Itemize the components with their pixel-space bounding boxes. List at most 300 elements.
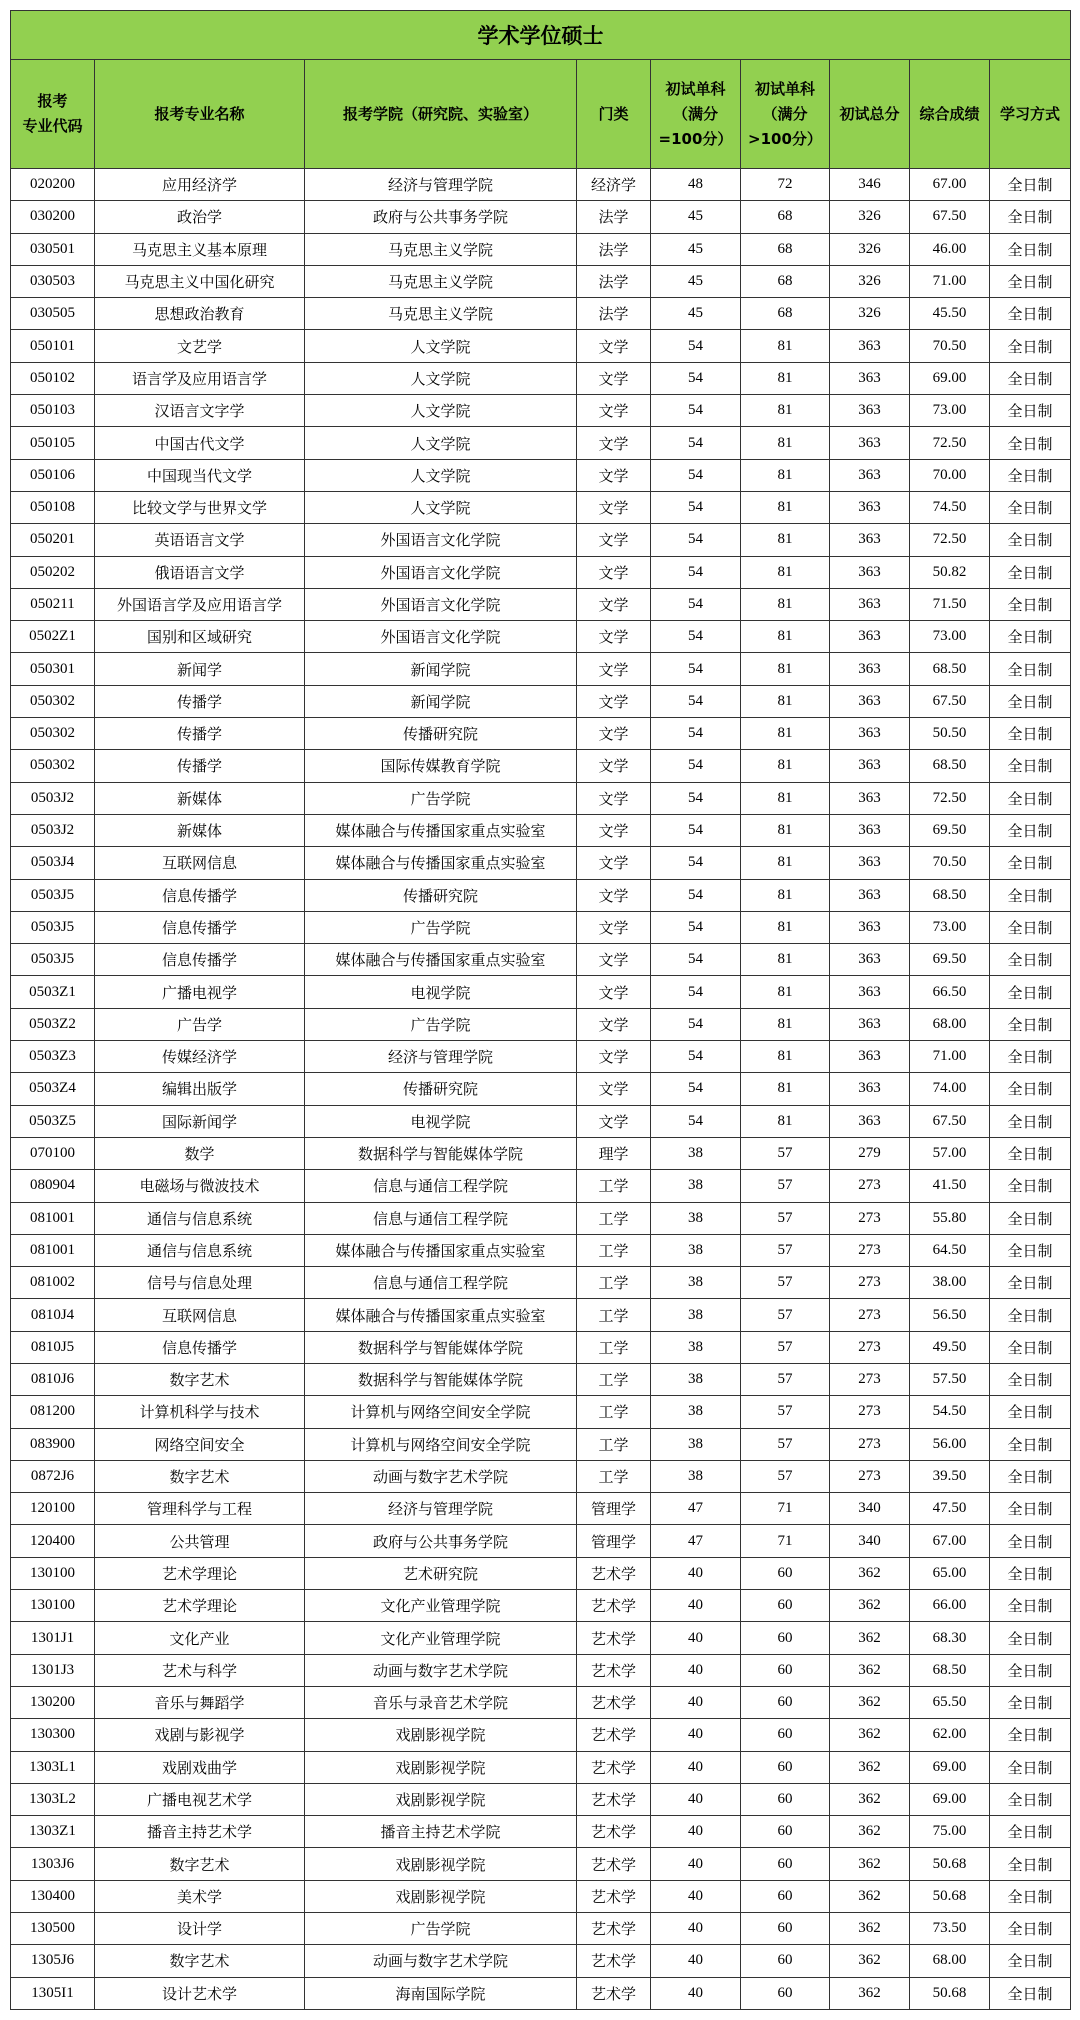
header-line: 初试单科 <box>754 79 815 98</box>
cell-single-100: 40 <box>651 1783 741 1815</box>
cell-major: 网络空间安全 <box>95 1428 305 1460</box>
cell-composite: 68.00 <box>910 1945 990 1977</box>
cell-code: 1303J6 <box>11 1848 95 1880</box>
cell-composite: 71.00 <box>910 265 990 297</box>
cell-category: 法学 <box>577 233 651 265</box>
cell-mode: 全日制 <box>990 653 1071 685</box>
cell-school: 文化产业管理学院 <box>305 1590 577 1622</box>
cell-composite: 57.00 <box>910 1137 990 1169</box>
cell-category: 艺术学 <box>577 1945 651 1977</box>
table-row <box>11 1008 1071 1040</box>
table-row <box>11 427 1071 459</box>
cell-major: 数字艺术 <box>95 1848 305 1880</box>
cell-code: 050101 <box>11 330 95 362</box>
cell-single-100: 40 <box>651 1945 741 1977</box>
cell-mode: 全日制 <box>990 1008 1071 1040</box>
cell-total: 273 <box>830 1363 910 1395</box>
cell-mode: 全日制 <box>990 1880 1071 1912</box>
cell-total: 273 <box>830 1428 910 1460</box>
cell-school: 经济与管理学院 <box>305 169 577 201</box>
cell-composite: 71.00 <box>910 1041 990 1073</box>
header-code <box>11 60 95 169</box>
table-row <box>11 330 1071 362</box>
cell-composite: 68.50 <box>910 750 990 782</box>
cell-school: 戏剧影视学院 <box>305 1880 577 1912</box>
cell-single-100: 40 <box>651 1751 741 1783</box>
cell-single-over100: 81 <box>741 330 830 362</box>
cell-single-100: 47 <box>651 1493 741 1525</box>
cell-mode: 全日制 <box>990 847 1071 879</box>
cell-single-over100: 57 <box>741 1170 830 1202</box>
cell-single-100: 54 <box>651 1073 741 1105</box>
cell-total: 363 <box>830 1073 910 1105</box>
cell-single-over100: 60 <box>741 1751 830 1783</box>
cell-total: 363 <box>830 556 910 588</box>
cell-school: 电视学院 <box>305 976 577 1008</box>
cell-code: 0810J5 <box>11 1331 95 1363</box>
cell-single-over100: 81 <box>741 588 830 620</box>
cell-mode: 全日制 <box>990 1719 1071 1751</box>
cell-total: 363 <box>830 588 910 620</box>
cell-mode: 全日制 <box>990 524 1071 556</box>
cell-mode: 全日制 <box>990 459 1071 491</box>
cell-composite: 70.50 <box>910 330 990 362</box>
cell-mode: 全日制 <box>990 491 1071 523</box>
cell-school: 广告学院 <box>305 911 577 943</box>
cell-mode: 全日制 <box>990 1073 1071 1105</box>
cell-code: 1301J3 <box>11 1654 95 1686</box>
cell-major: 编辑出版学 <box>95 1073 305 1105</box>
cell-composite: 38.00 <box>910 1267 990 1299</box>
cell-mode: 全日制 <box>990 976 1071 1008</box>
cell-single-100: 54 <box>651 330 741 362</box>
cell-single-100: 40 <box>651 1622 741 1654</box>
cell-school: 播音主持艺术学院 <box>305 1816 577 1848</box>
cell-single-over100: 81 <box>741 653 830 685</box>
cell-total: 363 <box>830 395 910 427</box>
cell-composite: 68.00 <box>910 1008 990 1040</box>
cell-composite: 75.00 <box>910 1816 990 1848</box>
cell-single-100: 38 <box>651 1267 741 1299</box>
cell-category: 文学 <box>577 621 651 653</box>
table-row <box>11 879 1071 911</box>
cell-total: 363 <box>830 911 910 943</box>
cell-composite: 45.50 <box>910 298 990 330</box>
table-row <box>11 556 1071 588</box>
table-row <box>11 491 1071 523</box>
cell-school: 戏剧影视学院 <box>305 1848 577 1880</box>
cell-single-over100: 60 <box>741 1913 830 1945</box>
cell-single-100: 38 <box>651 1299 741 1331</box>
table-row <box>11 944 1071 976</box>
cell-category: 工学 <box>577 1170 651 1202</box>
cell-mode: 全日制 <box>990 395 1071 427</box>
cell-single-100: 40 <box>651 1848 741 1880</box>
cell-category: 文学 <box>577 976 651 1008</box>
cell-code: 130100 <box>11 1557 95 1589</box>
cell-mode: 全日制 <box>990 1945 1071 1977</box>
cell-category: 文学 <box>577 588 651 620</box>
cell-school: 人文学院 <box>305 427 577 459</box>
cell-school: 外国语言文化学院 <box>305 524 577 556</box>
cell-code: 130400 <box>11 1880 95 1912</box>
cell-category: 法学 <box>577 201 651 233</box>
cell-composite: 67.50 <box>910 1105 990 1137</box>
cell-mode: 全日制 <box>990 1041 1071 1073</box>
cell-mode: 全日制 <box>990 1299 1071 1331</box>
cell-composite: 65.50 <box>910 1686 990 1718</box>
cell-major: 电磁场与微波技术 <box>95 1170 305 1202</box>
table-row <box>11 169 1071 201</box>
cell-single-over100: 81 <box>741 1008 830 1040</box>
cell-code: 050302 <box>11 718 95 750</box>
header-row <box>11 60 1071 169</box>
cell-single-100: 54 <box>651 750 741 782</box>
cell-category: 文学 <box>577 685 651 717</box>
cell-school: 新闻学院 <box>305 653 577 685</box>
cell-single-100: 40 <box>651 1913 741 1945</box>
cell-mode: 全日制 <box>990 298 1071 330</box>
cell-code: 0502Z1 <box>11 621 95 653</box>
cell-total: 363 <box>830 1105 910 1137</box>
cell-single-over100: 60 <box>741 1654 830 1686</box>
header-composite <box>910 60 990 169</box>
cell-major: 思想政治教育 <box>95 298 305 330</box>
table-row <box>11 1525 1071 1557</box>
cell-single-100: 40 <box>651 1654 741 1686</box>
header-line: =100分） <box>658 129 733 148</box>
cell-school: 传播研究院 <box>305 1073 577 1105</box>
cell-single-over100: 57 <box>741 1234 830 1266</box>
cell-major: 政治学 <box>95 201 305 233</box>
cell-code: 1305I1 <box>11 1977 95 2009</box>
cell-total: 279 <box>830 1137 910 1169</box>
cell-single-over100: 81 <box>741 782 830 814</box>
cell-single-over100: 57 <box>741 1267 830 1299</box>
cell-total: 363 <box>830 1041 910 1073</box>
header-line: 初试总分 <box>839 104 900 123</box>
cell-single-100: 45 <box>651 201 741 233</box>
cell-total: 362 <box>830 1686 910 1718</box>
table-row <box>11 1719 1071 1751</box>
cell-total: 362 <box>830 1880 910 1912</box>
cell-single-100: 38 <box>651 1202 741 1234</box>
cell-category: 文学 <box>577 395 651 427</box>
table-row <box>11 1977 1071 2009</box>
cell-single-over100: 72 <box>741 169 830 201</box>
cell-category: 文学 <box>577 1073 651 1105</box>
cell-category: 文学 <box>577 524 651 556</box>
cell-single-100: 54 <box>651 653 741 685</box>
cell-single-over100: 68 <box>741 233 830 265</box>
cell-total: 362 <box>830 1913 910 1945</box>
cell-code: 130200 <box>11 1686 95 1718</box>
cell-code: 0503J4 <box>11 847 95 879</box>
cell-school: 国际传媒教育学院 <box>305 750 577 782</box>
cell-category: 工学 <box>577 1267 651 1299</box>
cell-mode: 全日制 <box>990 1234 1071 1266</box>
cell-single-over100: 57 <box>741 1137 830 1169</box>
cell-single-over100: 81 <box>741 362 830 394</box>
cell-single-100: 54 <box>651 911 741 943</box>
cell-category: 法学 <box>577 298 651 330</box>
cell-category: 文学 <box>577 330 651 362</box>
cell-mode: 全日制 <box>990 1590 1071 1622</box>
cell-major: 设计艺术学 <box>95 1977 305 2009</box>
table-row <box>11 298 1071 330</box>
cell-major: 国别和区域研究 <box>95 621 305 653</box>
cell-mode: 全日制 <box>990 1202 1071 1234</box>
table-row <box>11 1460 1071 1492</box>
cell-major: 艺术与科学 <box>95 1654 305 1686</box>
cell-composite: 74.50 <box>910 491 990 523</box>
cell-code: 0503J2 <box>11 814 95 846</box>
table-row <box>11 524 1071 556</box>
cell-single-100: 40 <box>651 1816 741 1848</box>
table-row <box>11 459 1071 491</box>
cell-category: 工学 <box>577 1202 651 1234</box>
header-total <box>830 60 910 169</box>
cell-major: 文化产业 <box>95 1622 305 1654</box>
cell-single-over100: 81 <box>741 685 830 717</box>
cell-total: 363 <box>830 718 910 750</box>
cell-code: 081001 <box>11 1202 95 1234</box>
cell-single-over100: 60 <box>741 1945 830 1977</box>
table-row <box>11 1202 1071 1234</box>
cell-category: 艺术学 <box>577 1751 651 1783</box>
cell-single-100: 54 <box>651 556 741 588</box>
cell-code: 050103 <box>11 395 95 427</box>
cell-code: 1303L1 <box>11 1751 95 1783</box>
cell-major: 信息传播学 <box>95 911 305 943</box>
table-row <box>11 1105 1071 1137</box>
cell-single-100: 54 <box>651 621 741 653</box>
cell-category: 艺术学 <box>577 1913 651 1945</box>
cell-school: 媒体融合与传播国家重点实验室 <box>305 944 577 976</box>
cell-major: 新闻学 <box>95 653 305 685</box>
cell-category: 文学 <box>577 782 651 814</box>
cell-major: 数字艺术 <box>95 1945 305 1977</box>
cell-code: 120100 <box>11 1493 95 1525</box>
cell-major: 马克思主义基本原理 <box>95 233 305 265</box>
cell-single-100: 38 <box>651 1234 741 1266</box>
cell-school: 广告学院 <box>305 782 577 814</box>
cell-composite: 47.50 <box>910 1493 990 1525</box>
cell-composite: 50.68 <box>910 1977 990 2009</box>
cell-major: 广播电视艺术学 <box>95 1783 305 1815</box>
cell-mode: 全日制 <box>990 1105 1071 1137</box>
cell-school: 数据科学与智能媒体学院 <box>305 1137 577 1169</box>
cell-total: 273 <box>830 1170 910 1202</box>
cell-school: 马克思主义学院 <box>305 298 577 330</box>
cell-code: 030505 <box>11 298 95 330</box>
cell-single-over100: 81 <box>741 911 830 943</box>
cell-total: 273 <box>830 1396 910 1428</box>
cell-category: 艺术学 <box>577 1880 651 1912</box>
cell-school: 海南国际学院 <box>305 1977 577 2009</box>
cell-school: 媒体融合与传播国家重点实验室 <box>305 847 577 879</box>
cell-code: 0810J4 <box>11 1299 95 1331</box>
cell-single-100: 38 <box>651 1428 741 1460</box>
cell-major: 数字艺术 <box>95 1363 305 1395</box>
table-row <box>11 1913 1071 1945</box>
cell-total: 363 <box>830 621 910 653</box>
cell-total: 326 <box>830 233 910 265</box>
cell-mode: 全日制 <box>990 556 1071 588</box>
cell-single-over100: 81 <box>741 1073 830 1105</box>
cell-code: 1305J6 <box>11 1945 95 1977</box>
cell-school: 数据科学与智能媒体学院 <box>305 1331 577 1363</box>
cell-school: 信息与通信工程学院 <box>305 1202 577 1234</box>
cell-major: 国际新闻学 <box>95 1105 305 1137</box>
cell-code: 081001 <box>11 1234 95 1266</box>
cell-major: 应用经济学 <box>95 169 305 201</box>
cell-single-100: 54 <box>651 814 741 846</box>
cell-composite: 70.50 <box>910 847 990 879</box>
cell-single-over100: 81 <box>741 427 830 459</box>
cell-category: 文学 <box>577 944 651 976</box>
cell-major: 中国古代文学 <box>95 427 305 459</box>
cell-category: 文学 <box>577 459 651 491</box>
table-row <box>11 1396 1071 1428</box>
cell-code: 1301J1 <box>11 1622 95 1654</box>
cell-single-over100: 60 <box>741 1719 830 1751</box>
cell-mode: 全日制 <box>990 685 1071 717</box>
header-category <box>577 60 651 169</box>
header-line: 初试单科 <box>665 79 726 98</box>
cell-single-100: 54 <box>651 879 741 911</box>
cell-mode: 全日制 <box>990 1363 1071 1395</box>
cell-total: 273 <box>830 1331 910 1363</box>
cell-total: 273 <box>830 1267 910 1299</box>
header-line: 学习方式 <box>1000 104 1061 123</box>
header-line: 报考专业名称 <box>154 104 245 123</box>
cell-category: 艺术学 <box>577 1783 651 1815</box>
cell-single-100: 38 <box>651 1396 741 1428</box>
cell-category: 艺术学 <box>577 1654 651 1686</box>
cell-total: 326 <box>830 201 910 233</box>
cell-category: 艺术学 <box>577 1816 651 1848</box>
table-row <box>11 814 1071 846</box>
cell-mode: 全日制 <box>990 265 1071 297</box>
cell-single-over100: 81 <box>741 750 830 782</box>
cell-single-over100: 81 <box>741 459 830 491</box>
cell-single-100: 47 <box>651 1525 741 1557</box>
cell-major: 戏剧戏曲学 <box>95 1751 305 1783</box>
cell-category: 艺术学 <box>577 1590 651 1622</box>
cell-category: 文学 <box>577 427 651 459</box>
cell-major: 传播学 <box>95 718 305 750</box>
cell-mode: 全日制 <box>990 814 1071 846</box>
table-row <box>11 233 1071 265</box>
cell-composite: 64.50 <box>910 1234 990 1266</box>
cell-composite: 73.00 <box>910 911 990 943</box>
cell-category: 文学 <box>577 491 651 523</box>
cell-composite: 50.68 <box>910 1848 990 1880</box>
cell-major: 中国现当代文学 <box>95 459 305 491</box>
cell-major: 语言学及应用语言学 <box>95 362 305 394</box>
cell-total: 363 <box>830 847 910 879</box>
cell-code: 0503J5 <box>11 911 95 943</box>
cell-mode: 全日制 <box>990 233 1071 265</box>
cell-single-over100: 57 <box>741 1331 830 1363</box>
cell-mode: 全日制 <box>990 330 1071 362</box>
table-row <box>11 1493 1071 1525</box>
cell-major: 信息传播学 <box>95 879 305 911</box>
table-row <box>11 1590 1071 1622</box>
cell-single-over100: 81 <box>741 1041 830 1073</box>
cell-single-over100: 57 <box>741 1396 830 1428</box>
cell-single-over100: 68 <box>741 298 830 330</box>
table-row <box>11 911 1071 943</box>
cell-school: 戏剧影视学院 <box>305 1719 577 1751</box>
cell-category: 理学 <box>577 1137 651 1169</box>
table-row <box>11 976 1071 1008</box>
cell-single-over100: 68 <box>741 265 830 297</box>
table-row <box>11 1041 1071 1073</box>
cell-major: 信息传播学 <box>95 1331 305 1363</box>
cell-mode: 全日制 <box>990 588 1071 620</box>
cell-composite: 69.50 <box>910 944 990 976</box>
cell-school: 动画与数字艺术学院 <box>305 1945 577 1977</box>
cell-total: 362 <box>830 1719 910 1751</box>
cell-total: 362 <box>830 1751 910 1783</box>
cell-composite: 65.00 <box>910 1557 990 1589</box>
cell-single-over100: 60 <box>741 1557 830 1589</box>
cell-composite: 68.30 <box>910 1622 990 1654</box>
cell-composite: 71.50 <box>910 588 990 620</box>
cell-code: 0503J5 <box>11 944 95 976</box>
cell-composite: 68.50 <box>910 879 990 911</box>
cell-total: 363 <box>830 524 910 556</box>
cell-category: 文学 <box>577 750 651 782</box>
cell-category: 文学 <box>577 847 651 879</box>
cell-mode: 全日制 <box>990 621 1071 653</box>
cell-mode: 全日制 <box>990 201 1071 233</box>
cell-category: 工学 <box>577 1299 651 1331</box>
cell-single-100: 54 <box>651 1008 741 1040</box>
cell-composite: 69.00 <box>910 1783 990 1815</box>
cell-mode: 全日制 <box>990 1913 1071 1945</box>
cell-mode: 全日制 <box>990 1396 1071 1428</box>
cell-major: 通信与信息系统 <box>95 1202 305 1234</box>
header-line: 报考学院（研究院、实验室） <box>342 104 538 123</box>
cell-composite: 69.50 <box>910 814 990 846</box>
cell-code: 050102 <box>11 362 95 394</box>
cell-mode: 全日制 <box>990 879 1071 911</box>
cell-total: 326 <box>830 265 910 297</box>
cell-school: 人文学院 <box>305 395 577 427</box>
cell-mode: 全日制 <box>990 1170 1071 1202</box>
cell-mode: 全日制 <box>990 169 1071 201</box>
cell-major: 管理科学与工程 <box>95 1493 305 1525</box>
cell-major: 互联网信息 <box>95 1299 305 1331</box>
cell-major: 公共管理 <box>95 1525 305 1557</box>
cell-category: 文学 <box>577 814 651 846</box>
cell-code: 0872J6 <box>11 1460 95 1492</box>
cell-single-over100: 57 <box>741 1428 830 1460</box>
cell-category: 艺术学 <box>577 1622 651 1654</box>
cell-major: 文艺学 <box>95 330 305 362</box>
header-mode <box>990 60 1071 169</box>
table-row <box>11 1557 1071 1589</box>
table-body <box>11 169 1071 2010</box>
cell-total: 362 <box>830 1654 910 1686</box>
cell-mode: 全日制 <box>990 1977 1071 2009</box>
cell-school: 传播研究院 <box>305 718 577 750</box>
cell-composite: 68.50 <box>910 1654 990 1686</box>
cell-school: 计算机与网络空间安全学院 <box>305 1428 577 1460</box>
